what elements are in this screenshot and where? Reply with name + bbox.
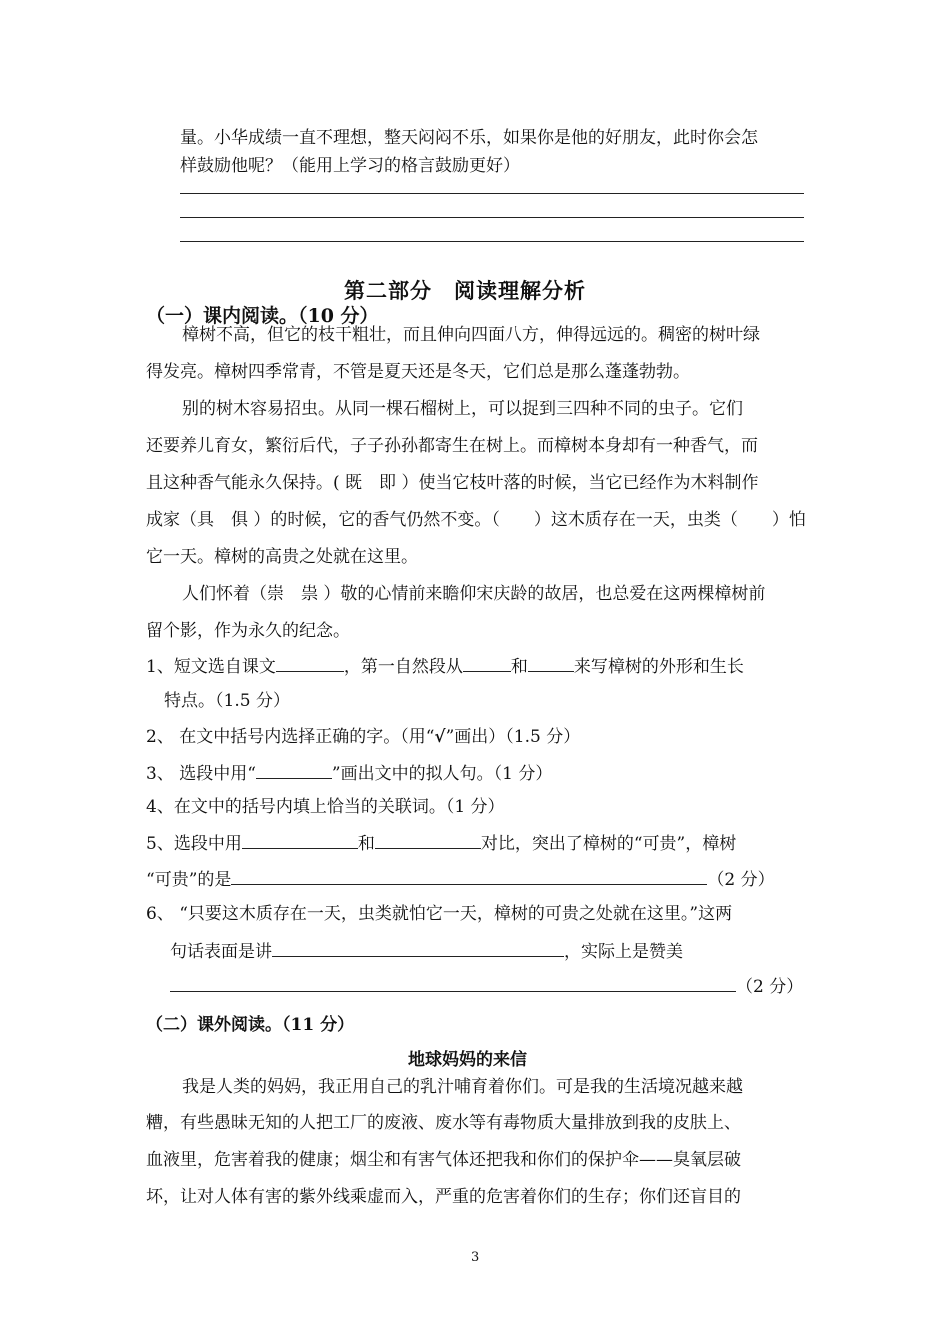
paragraph-line: 成家（具 俱 ）的时候，它的香气仍然不变。（ ）这木质存在一天，虫类（ ）怕 (146, 510, 806, 530)
blank[interactable] (276, 655, 344, 672)
blank[interactable] (272, 940, 564, 957)
blank[interactable] (242, 832, 358, 849)
paragraph-line: 别的树木容易招虫。从同一棵石榴树上，可以捉到三四种不同的虫子。它们 (182, 399, 743, 419)
paragraph-line: 坏，让对人体有害的紫外线乘虚而入，严重的危害着你们的生存；你们还盲目的 (146, 1187, 741, 1207)
blank[interactable] (231, 868, 707, 885)
paragraph-line: 血液里，危害着我的健康；烟尘和有害气体还把我和你们的保护伞——臭氧层破 (146, 1150, 741, 1170)
answer-line (180, 241, 804, 242)
paragraph-line: 得发亮。樟树四季常青，不管是夏天还是冬天，它们总是那么蓬蓬勃勃。 (146, 362, 690, 382)
question-6-cont: 句话表面是讲 ，实际上是赞美 (170, 942, 683, 962)
blank[interactable] (528, 655, 574, 672)
paragraph-line: 且这种香气能永久保持。( 既 即 ）使当它枝叶落的时候，当它已经作为木料制作 (146, 473, 759, 493)
question-6-line: （2 分） (170, 975, 803, 997)
paragraph-line: 我是人类的妈妈，我正用自己的乳汁哺育着你们。可是我的生活境况越来越 (182, 1077, 743, 1097)
blank[interactable] (375, 832, 481, 849)
question-4: 4、在文中的括号内填上恰当的关联词。（1 分） (146, 797, 505, 817)
reading2-heading: （二）课外阅读。（11 分） (146, 1015, 355, 1035)
paragraph-line: 樟树不高，但它的枝干粗壮，而且伸向四面八方，伸得远远的。稠密的树叶绿 (182, 325, 760, 345)
question-5: 5、选段中用 和 对比，突出了樟树的“可贵”，樟树 (146, 834, 737, 854)
blank[interactable] (256, 762, 332, 779)
intro-line-2: 样鼓励他呢？（能用上学习的格言鼓励更好） (180, 156, 520, 176)
question-1: 1、短文选自课文 ，第一自然段从 和 来写樟树的外形和生长 (146, 657, 744, 677)
paragraph-line: 糟，有些愚昧无知的人把工厂的废液、废水等有毒物质大量排放到我的皮肤上、 (146, 1113, 741, 1133)
paragraph-line: 人们怀着（崇 祟 ）敬的心情前来瞻仰宋庆龄的故居，也总爱在这两棵樟树前 (182, 584, 766, 604)
blank[interactable] (463, 655, 511, 672)
answer-line (180, 217, 804, 218)
question-2: 2、 在文中括号内选择正确的字。（用“√”画出）（1.5 分） (146, 727, 581, 747)
question-1-cont: 特点。（1.5 分） (164, 691, 290, 711)
paragraph-line: 它一天。樟树的高贵之处就在这里。 (146, 547, 418, 567)
paragraph-line: 留个影，作为永久的纪念。 (146, 621, 350, 641)
page-number: 3 (471, 1250, 480, 1265)
reading1-heading: （一）课内阅读。（10 分） (146, 305, 379, 327)
paragraph-line: 还要养儿育女，繁衍后代，子子孙孙都寄生在树上。而樟树本身却有一种香气，而 (146, 436, 758, 456)
section-title: 第二部分 阅读理解分析 (344, 278, 586, 303)
intro-line-1: 量。小华成绩一直不理想，整天闷闷不乐，如果你是他的好朋友，此时你会怎 (180, 128, 758, 148)
question-3: 3、 选段中用“ ”画出文中的拟人句。（1 分） (146, 764, 553, 784)
check-mark-icon: √ (434, 727, 446, 747)
question-6: 6、 “只要这木质存在一天，虫类就怕它一天，樟树的可贵之处就在这里。”这两 (146, 904, 733, 924)
question-5-cont: “可贵”的是 （2 分） (146, 870, 775, 890)
article-title: 地球妈妈的来信 (408, 1050, 527, 1070)
answer-line (180, 193, 804, 194)
blank[interactable] (170, 975, 736, 992)
